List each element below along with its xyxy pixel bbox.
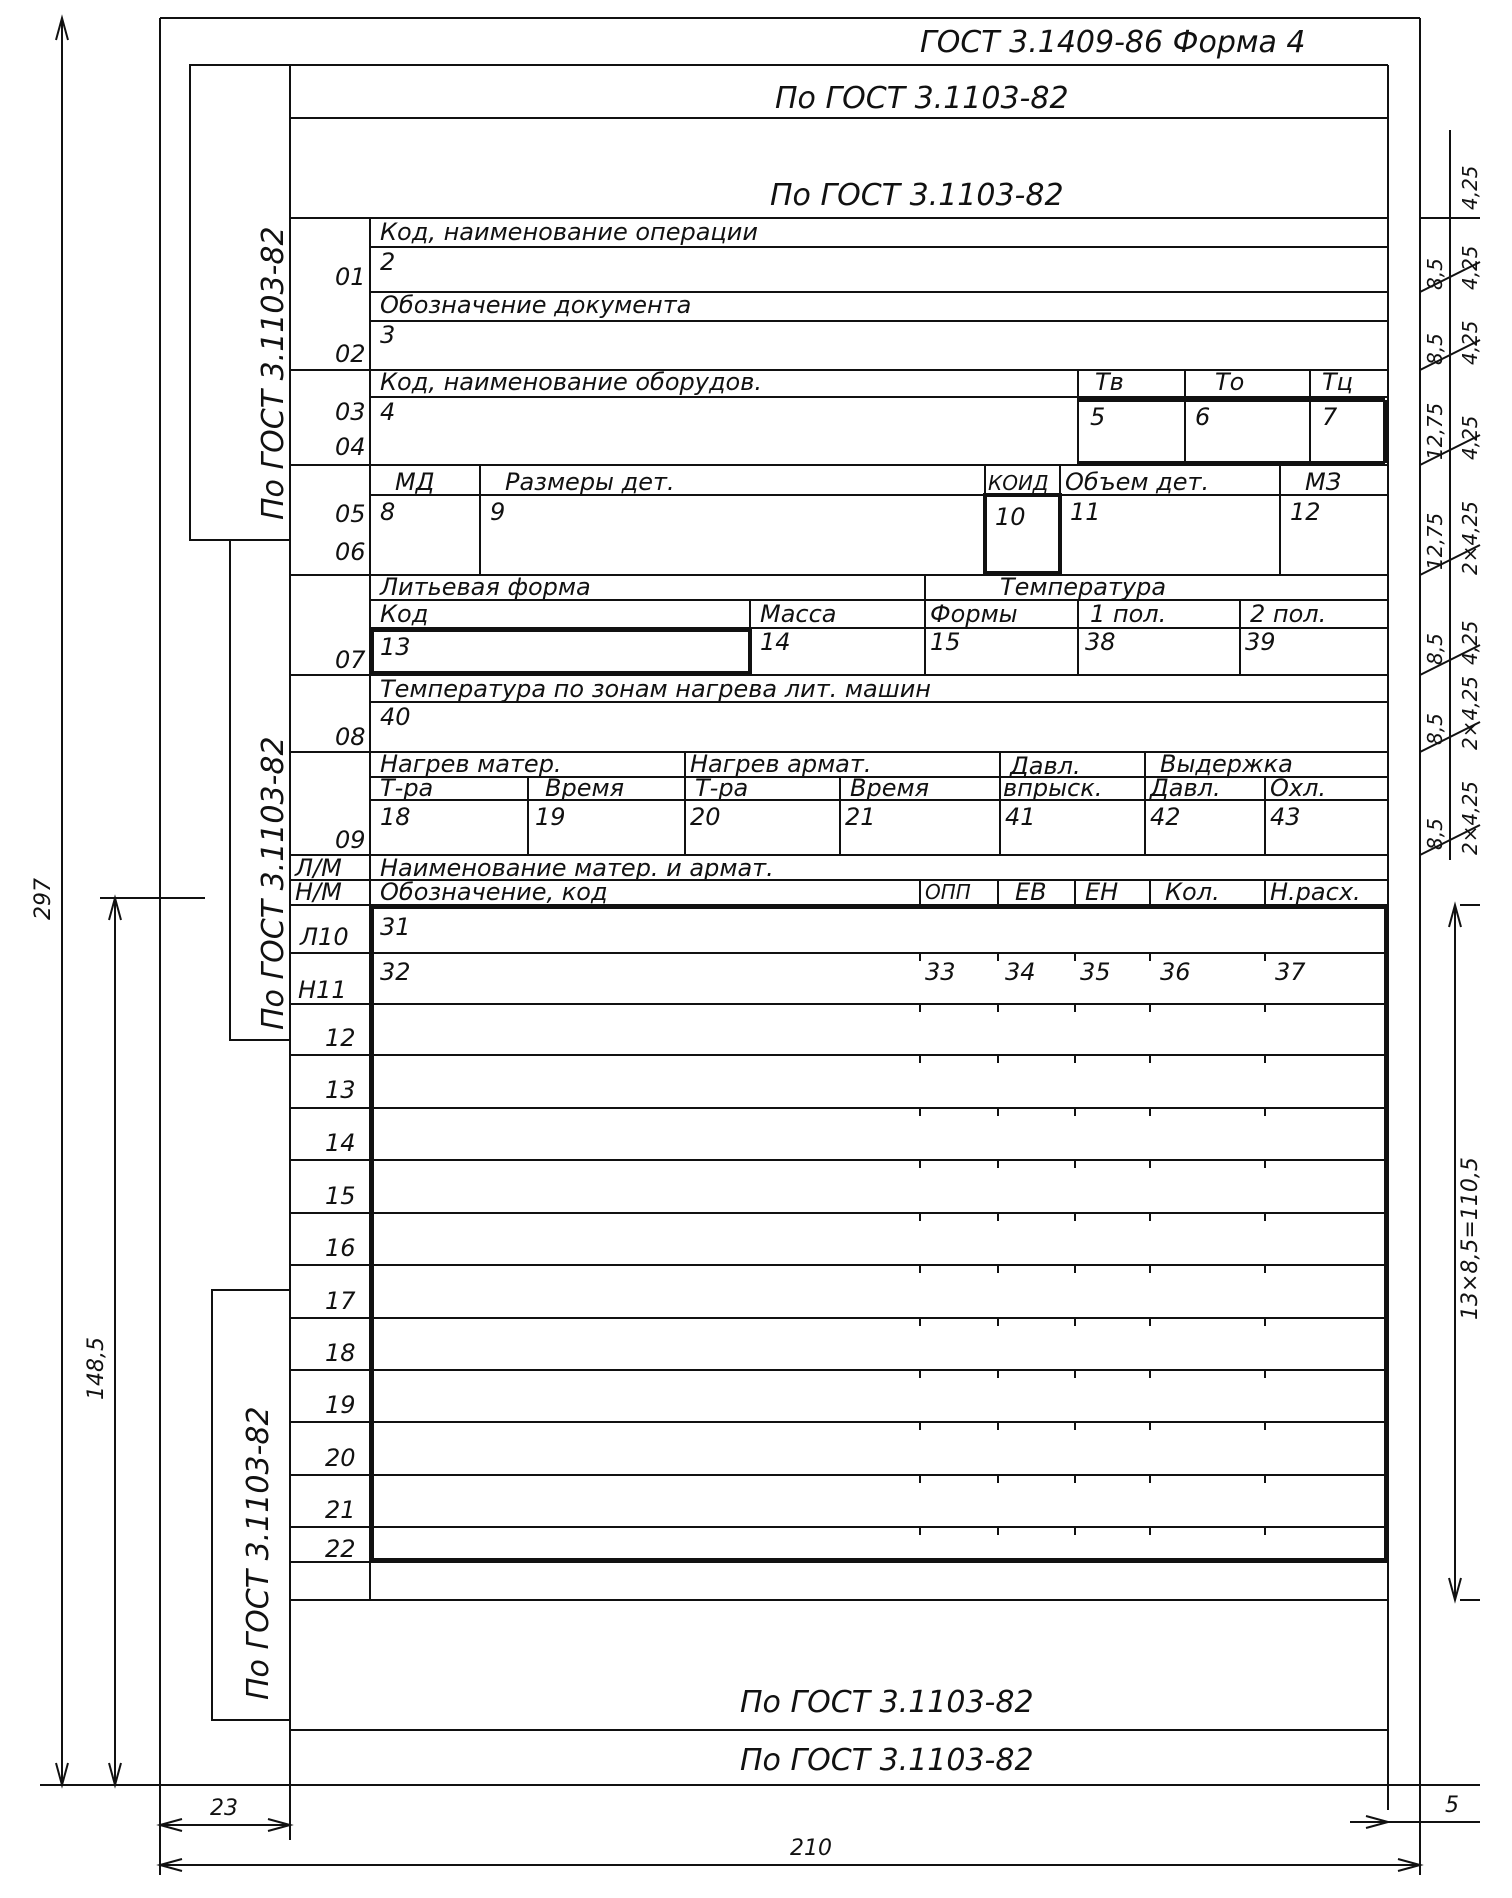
cell-21: 21 (845, 803, 876, 831)
cell-6: 6 (1195, 403, 1211, 431)
row-number: 01 (335, 263, 366, 291)
row-number: 22 (325, 1535, 356, 1563)
column-ticks (920, 953, 1265, 1535)
cell-19: 19 (535, 803, 566, 831)
dim-2x425-b: 2×4,25 (1458, 675, 1482, 750)
row-number: Л10 (300, 923, 349, 951)
label-tra: Т-ра (380, 774, 434, 802)
label-sizes: Размеры дет. (505, 468, 675, 496)
row-number: 18 (325, 1339, 356, 1367)
label-koid: КОИД (988, 471, 1049, 495)
label-tv: Тв (1095, 368, 1124, 396)
label-mold: Литьевая форма (380, 573, 591, 601)
rows-05-06 (290, 465, 1388, 575)
cell-38: 38 (1085, 628, 1116, 656)
dim-297: 297 (31, 878, 56, 920)
label-designation: Обозначение, код (380, 878, 608, 906)
cell-36: 36 (1160, 958, 1191, 986)
dim-85-b: 8,5 (1423, 333, 1447, 365)
cell-9: 9 (490, 498, 506, 526)
label-mat-heat: Нагрев матер. (380, 750, 562, 778)
cell-41: 41 (1005, 803, 1036, 831)
row-number: Н11 (298, 976, 347, 1004)
label-cool: Охл. (1270, 774, 1327, 802)
label-time2: Время (850, 774, 930, 802)
cell-34: 34 (1005, 958, 1036, 986)
label-nm: Н/М (295, 878, 342, 906)
row-number: 04 (335, 433, 366, 461)
label-md: МД (395, 468, 435, 496)
row-number: 07 (335, 646, 366, 674)
material-table (290, 907, 1388, 1562)
row-number: 06 (335, 538, 366, 566)
cell-5: 5 (1090, 403, 1106, 431)
cell-40: 40 (380, 703, 411, 731)
left-stamp-text-3: По ГОСТ 3.1103-82 (241, 1406, 276, 1700)
label-lm: Л/М (295, 854, 342, 882)
cell-37: 37 (1275, 958, 1306, 986)
cell-39: 39 (1245, 628, 1276, 656)
dim-5: 5 (1445, 1793, 1459, 1818)
dim-425-d: 4,25 (1458, 415, 1482, 460)
dim-23: 23 (210, 1796, 238, 1821)
ref-bottom-2: По ГОСТ 3.1103-82 (740, 1743, 1034, 1778)
label-qty: Кол. (1165, 878, 1220, 906)
row-08 (290, 702, 1388, 752)
dim-425-e: 4,25 (1458, 620, 1482, 665)
ref-bottom-1: По ГОСТ 3.1103-82 (740, 1685, 1034, 1720)
ref-top-2: По ГОСТ 3.1103-82 (770, 178, 1064, 213)
cell-14: 14 (760, 628, 791, 656)
cell-35: 35 (1080, 958, 1111, 986)
row-number: 16 (325, 1234, 356, 1262)
dim-2x425-c: 2×4,25 (1458, 780, 1482, 855)
dim-13x: 13×8,5=110,5 (1458, 1157, 1483, 1320)
cell-32: 32 (380, 958, 411, 986)
cell-2: 2 (380, 248, 396, 276)
cell-11: 11 (1070, 498, 1101, 526)
label-mat-name: Наименование матер. и армат. (380, 854, 774, 882)
row-number: 14 (325, 1129, 356, 1157)
label-code: Код (380, 600, 429, 628)
label-mz: МЗ (1305, 468, 1342, 496)
cell-8: 8 (380, 498, 396, 526)
dim-425-c: 4,25 (1458, 320, 1482, 365)
dim-1275-a: 12,75 (1423, 402, 1447, 460)
dim-1275-b: 12,75 (1423, 512, 1447, 570)
cell-4: 4 (380, 398, 396, 426)
row-number: 19 (325, 1391, 356, 1419)
cell-42: 42 (1150, 803, 1181, 831)
label-time: Время (545, 774, 625, 802)
label-hold: Выдержка (1160, 750, 1293, 778)
dim-2x425-a: 2×4,25 (1458, 500, 1482, 575)
label-injection: впрыск. (1003, 774, 1103, 802)
label-tc: Тц (1322, 368, 1353, 396)
label-zones: Температура по зонам нагрева лит. машин (380, 675, 931, 703)
label-mass: Масса (760, 600, 837, 628)
label-nrasx: Н.расх. (1270, 878, 1361, 906)
cell-20: 20 (690, 803, 721, 831)
row-number: 13 (325, 1076, 356, 1104)
row-number: 20 (325, 1444, 356, 1472)
row-number: 03 (335, 398, 366, 426)
row-number: 17 (325, 1287, 356, 1315)
row-number: 08 (335, 723, 366, 751)
form-title: ГОСТ 3.1409-86 Форма 4 (920, 25, 1306, 60)
label-doc: Обозначение документа (380, 291, 692, 319)
cell-43: 43 (1270, 803, 1301, 831)
label-temperature: Температура (1000, 573, 1167, 601)
cell-31: 31 (380, 913, 411, 941)
label-ev: ЕВ (1015, 878, 1047, 906)
dim-210: 210 (790, 1836, 832, 1861)
cell-7: 7 (1322, 403, 1338, 431)
dim-148: 148,5 (84, 1337, 109, 1400)
dim-425-b: 4,25 (1458, 245, 1482, 290)
cell-3: 3 (380, 321, 396, 349)
row-number: 09 (335, 826, 366, 854)
row-number: 12 (325, 1024, 356, 1052)
row-numbers (298, 263, 366, 1563)
dim-85-d: 8,5 (1423, 713, 1447, 745)
cell-33: 33 (925, 958, 956, 986)
cell-18: 18 (380, 803, 411, 831)
row-number: 21 (325, 1496, 356, 1524)
label-forms: Формы (930, 600, 1018, 628)
label-pressure: Давл. (1010, 752, 1081, 780)
dim-85-e: 8,5 (1423, 818, 1447, 850)
dim-85-a: 8,5 (1423, 258, 1447, 290)
row-number: 02 (335, 340, 366, 368)
label-arm-heat: Нагрев армат. (690, 750, 872, 778)
label-tra2: Т-ра (695, 774, 749, 802)
label-equip: Код, наименование оборудов. (380, 368, 763, 396)
left-stamp-text-1: По ГОСТ 3.1103-82 (256, 226, 291, 520)
dim-425-a: 4,25 (1458, 165, 1482, 210)
cell-13: 13 (380, 633, 411, 661)
label-pres2: Давл. (1150, 774, 1221, 802)
label-half2: 2 пол. (1250, 600, 1327, 628)
left-stamps (190, 65, 291, 1720)
label-to: То (1215, 368, 1245, 396)
label-volume: Объем дет. (1065, 468, 1210, 496)
row-number: 05 (335, 500, 366, 528)
label-opp: ОПП (925, 880, 971, 904)
label-op-code: Код, наименование операции (380, 218, 758, 246)
dim-85-c: 8,5 (1423, 633, 1447, 665)
label-en: ЕН (1085, 878, 1119, 906)
cell-12: 12 (1290, 498, 1321, 526)
ref-top-1: По ГОСТ 3.1103-82 (775, 81, 1069, 116)
row-number: 15 (325, 1182, 356, 1210)
cell-15: 15 (930, 628, 961, 656)
label-half1: 1 пол. (1090, 600, 1167, 628)
cell-10: 10 (995, 503, 1026, 531)
left-stamp-text-2: По ГОСТ 3.1103-82 (256, 736, 291, 1030)
